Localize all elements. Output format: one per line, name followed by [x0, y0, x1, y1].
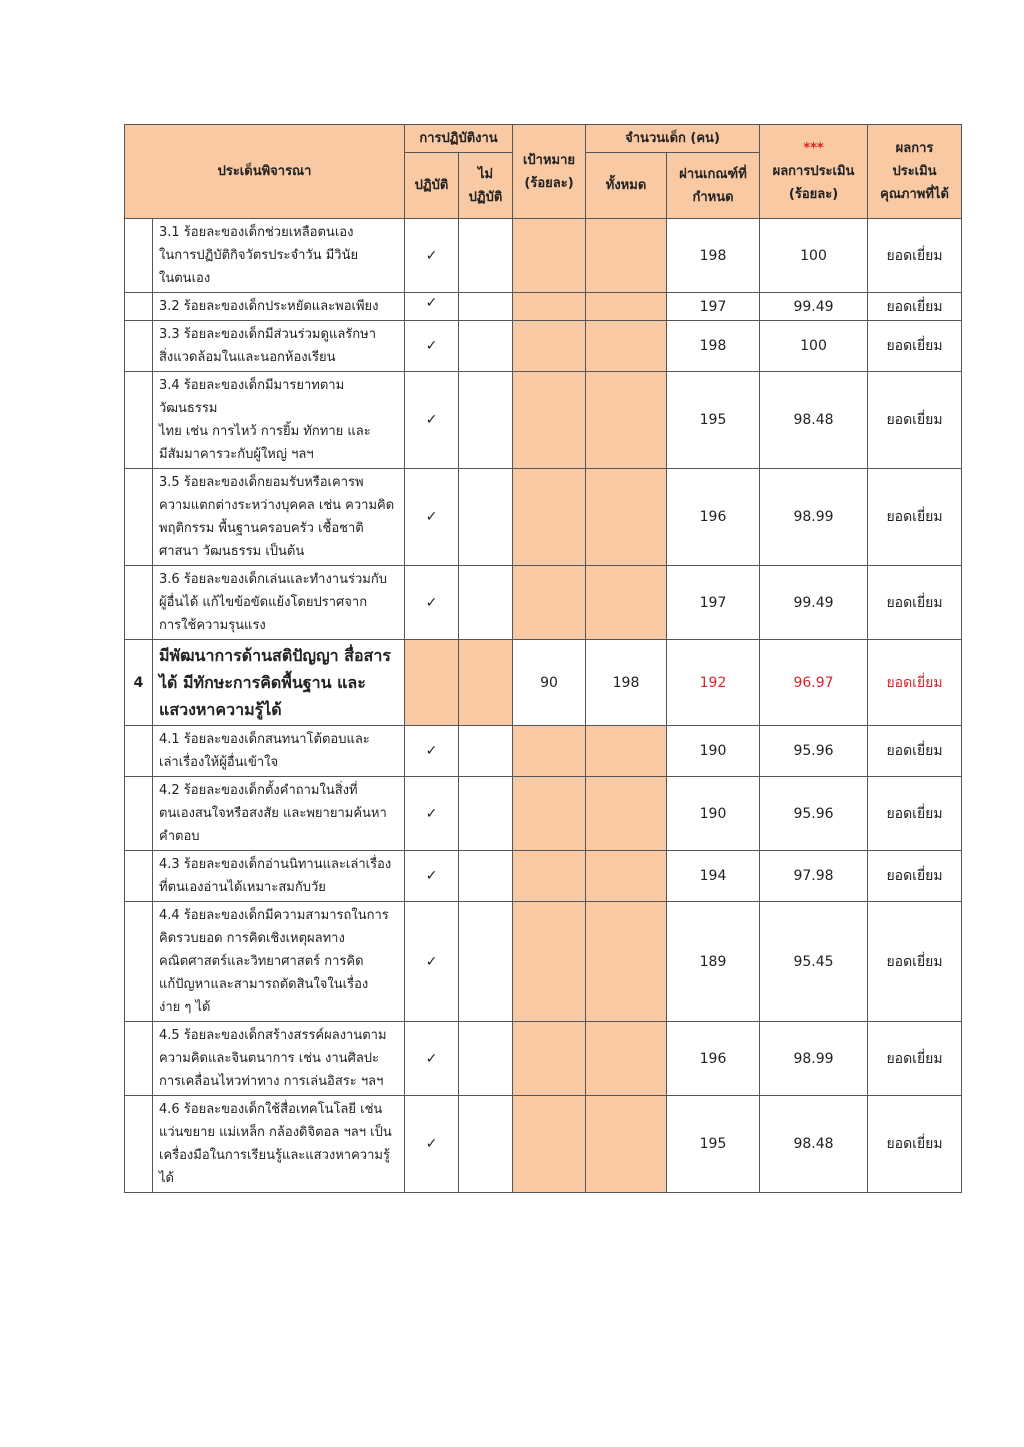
quality-result: ยอดเยี่ยม: [868, 566, 962, 640]
table-body-section-3: [125, 219, 962, 640]
row-number-cell: [125, 293, 153, 321]
check-mark-icon: ✓: [405, 372, 459, 469]
header-children-group: จำนวนเด็ก (คน): [586, 125, 760, 153]
check-mark-icon: ✓: [405, 293, 459, 321]
quality-result: ยอดเยี่ยม: [868, 219, 962, 293]
total-cell: [586, 1096, 667, 1193]
check-mark-icon: ✓: [405, 219, 459, 293]
result-percent: 97.98: [760, 851, 868, 902]
result-percent: 99.49: [760, 566, 868, 640]
header-passed: ผ่านเกณฑ์ที่ กำหนด: [667, 153, 760, 219]
not-practice-cell: [459, 726, 513, 777]
not-practice-cell: [459, 469, 513, 566]
result-percent: 100: [760, 321, 868, 372]
passed-count: 194: [667, 851, 760, 902]
quality-result: ยอดเยี่ยม: [868, 1022, 962, 1096]
target-cell: [513, 1096, 586, 1193]
table-row: [125, 726, 962, 777]
check-mark-icon: ✓: [405, 902, 459, 1022]
row-number-cell: [125, 321, 153, 372]
passed-count: 195: [667, 1096, 760, 1193]
row-description: 3.6 ร้อยละของเด็กเล่นและทำงานร่วมกับ ผู้อื่นได้ แก้ไขข้อขัดแย้งโดยปราศจาก การใช้ความรุนแรง: [153, 566, 405, 640]
table-header: [125, 125, 962, 219]
header-not-practice: ไม่ ปฏิบัติ: [459, 153, 513, 219]
result-percent: 98.48: [760, 1096, 868, 1193]
passed-count: 197: [667, 566, 760, 640]
result-percent: 99.49: [760, 293, 868, 321]
target-cell: [513, 777, 586, 851]
not-practice-cell: [459, 1022, 513, 1096]
not-practice-cell: [459, 1096, 513, 1193]
passed-count: 189: [667, 902, 760, 1022]
quality-result: ยอดเยี่ยม: [868, 726, 962, 777]
passed-count: 196: [667, 469, 760, 566]
target-cell: [513, 469, 586, 566]
passed-count: 198: [667, 321, 760, 372]
table-row: [125, 1096, 962, 1193]
quality-result: ยอดเยี่ยม: [868, 851, 962, 902]
table-body-section-4: [125, 726, 962, 1193]
result-percent: 95.45: [760, 902, 868, 1022]
check-mark-icon: ✓: [405, 321, 459, 372]
header-topic: ประเด็นพิจารณา: [125, 125, 405, 219]
row-description: 4.2 ร้อยละของเด็กตั้งคำถามในสิ่งที่ ตนเองสนใจหรือสงสัย และพยายามค้นหา คำตอบ: [153, 777, 405, 851]
target-cell: [513, 726, 586, 777]
not-practice-cell: [459, 372, 513, 469]
check-mark-icon: ✓: [405, 469, 459, 566]
target-cell: [513, 851, 586, 902]
table-row: [125, 293, 962, 321]
quality-result: ยอดเยี่ยม: [868, 372, 962, 469]
check-mark-icon: ✓: [405, 1022, 459, 1096]
not-practice-cell: [459, 851, 513, 902]
row-number-cell: [125, 1022, 153, 1096]
main-row-passed: 192: [667, 640, 760, 726]
passed-count: 190: [667, 726, 760, 777]
result-percent: 95.96: [760, 726, 868, 777]
total-cell: [586, 902, 667, 1022]
row-description: 4.5 ร้อยละของเด็กสร้างสรรค์ผลงานตาม ความคิดและจินตนาการ เช่น งานศิลปะ การเคลื่อนไหวท่าทาง การเล่นอิสระ ฯลฯ: [153, 1022, 405, 1096]
table-row: [125, 469, 962, 566]
target-cell: [513, 372, 586, 469]
total-cell: [586, 851, 667, 902]
row-number-cell: [125, 219, 153, 293]
passed-count: 190: [667, 777, 760, 851]
total-cell: [586, 219, 667, 293]
not-practice-cell: [459, 219, 513, 293]
evaluation-table: [124, 124, 962, 1193]
row-description: 3.5 ร้อยละของเด็กยอมรับหรือเคารพ ความแตกต่างระหว่างบุคคล เช่น ความคิด พฤติกรรม พื้นฐานครอบครัว เชื้อชาติ ศาสนา วัฒนธรรม เป็นต้น: [153, 469, 405, 566]
passed-count: 195: [667, 372, 760, 469]
header-quality: ผลการ ประเมิน คุณภาพที่ได้: [868, 125, 962, 219]
passed-count: 196: [667, 1022, 760, 1096]
not-practice-cell: [459, 321, 513, 372]
table-row: [125, 902, 962, 1022]
row-number-cell: [125, 777, 153, 851]
quality-result: ยอดเยี่ยม: [868, 293, 962, 321]
total-cell: [586, 726, 667, 777]
header-total: ทั้งหมด: [586, 153, 667, 219]
header-practice-group: การปฏิบัติงาน: [405, 125, 513, 153]
row-number-cell: [125, 1096, 153, 1193]
table-body-main-4: [125, 640, 962, 726]
total-cell: [586, 566, 667, 640]
total-cell: [586, 777, 667, 851]
stars-mark: ***: [803, 141, 824, 156]
table-row: [125, 777, 962, 851]
row-description: 4.4 ร้อยละของเด็กมีความสามารถในการ คิดรวบยอด การคิดเชิงเหตุผลทาง คณิตศาสตร์และวิทยาศาสตร์ การคิด แก้ปัญหาและสามารถตัดสินใจในเรื่อง ง่าย ๆ ได้: [153, 902, 405, 1022]
row-description: 4.6 ร้อยละของเด็กใช้สื่อเทคโนโลยี เช่น แว่นขยาย แม่เหล็ก กล้องดิจิตอล ฯลฯ เป็น เครื่องมือในการเรียนรู้และแสวงหาความรู้ ได้: [153, 1096, 405, 1193]
result-percent: 100: [760, 219, 868, 293]
header-target: เป้าหมาย (ร้อยละ): [513, 125, 586, 219]
main-row: [125, 640, 962, 726]
table-row: [125, 372, 962, 469]
target-cell: [513, 219, 586, 293]
header-practice: ปฏิบัติ: [405, 153, 459, 219]
row-number-cell: [125, 851, 153, 902]
main-row-quality: ยอดเยี่ยม: [868, 640, 962, 726]
total-cell: [586, 1022, 667, 1096]
row-description: 3.3 ร้อยละของเด็กมีส่วนร่วมดูแลรักษา สิ่งแวดล้อมในและนอกห้องเรียน: [153, 321, 405, 372]
target-cell: [513, 321, 586, 372]
main-row-target: 90: [513, 640, 586, 726]
table-row: [125, 321, 962, 372]
check-mark-icon: ✓: [405, 1096, 459, 1193]
check-mark-icon: ✓: [405, 726, 459, 777]
total-cell: [586, 372, 667, 469]
result-percent: 95.96: [760, 777, 868, 851]
check-mark-icon: ✓: [405, 566, 459, 640]
row-number-cell: [125, 469, 153, 566]
check-mark-icon: ✓: [405, 851, 459, 902]
table-row: [125, 851, 962, 902]
table-row: [125, 219, 962, 293]
row-number-cell: [125, 902, 153, 1022]
row-description: 4.3 ร้อยละของเด็กอ่านนิทานและเล่าเรื่อง ที่ตนเองอ่านได้เหมาะสมกับวัย: [153, 851, 405, 902]
target-cell: [513, 293, 586, 321]
quality-result: ยอดเยี่ยม: [868, 469, 962, 566]
passed-count: 198: [667, 219, 760, 293]
row-description: 3.1 ร้อยละของเด็กช่วยเหลือตนเอง ในการปฏิบัติกิจวัตรประจำวัน มีวินัย ในตนเอง: [153, 219, 405, 293]
target-cell: [513, 902, 586, 1022]
not-practice-cell: [459, 566, 513, 640]
result-percent: 98.99: [760, 469, 868, 566]
row-description: 3.2 ร้อยละของเด็กประหยัดและพอเพียง: [153, 293, 405, 321]
header-result: *** ผลการประเมิน (ร้อยละ): [760, 125, 868, 219]
result-percent: 98.48: [760, 372, 868, 469]
target-cell: [513, 566, 586, 640]
not-practice-cell: [459, 293, 513, 321]
check-mark-icon: ✓: [405, 777, 459, 851]
not-practice-cell: [459, 902, 513, 1022]
table-row: [125, 566, 962, 640]
main-row-desc: มีพัฒนาการด้านสติปัญญา สื่อสาร ได้ มีทักษะการคิดพื้นฐาน และ แสวงหาความรู้ได้: [153, 640, 405, 726]
result-percent: 98.99: [760, 1022, 868, 1096]
quality-result: ยอดเยี่ยม: [868, 321, 962, 372]
table-row: [125, 1022, 962, 1096]
row-number-cell: [125, 726, 153, 777]
target-cell: [513, 1022, 586, 1096]
quality-result: ยอดเยี่ยม: [868, 1096, 962, 1193]
row-number-cell: [125, 372, 153, 469]
main-row-percent: 96.97: [760, 640, 868, 726]
main-row-number: 4: [125, 640, 153, 726]
main-row-total: 198: [586, 640, 667, 726]
total-cell: [586, 321, 667, 372]
passed-count: 197: [667, 293, 760, 321]
quality-result: ยอดเยี่ยม: [868, 777, 962, 851]
row-description: 3.4 ร้อยละของเด็กมีมารยาทตามวัฒนธรรม ไทย เช่น การไหว้ การยิ้ม ทักทาย และ มีสัมมาคารวะกับผู้ใหญ่ ฯลฯ: [153, 372, 405, 469]
total-cell: [586, 293, 667, 321]
total-cell: [586, 469, 667, 566]
not-practice-cell: [459, 777, 513, 851]
quality-result: ยอดเยี่ยม: [868, 902, 962, 1022]
row-number-cell: [125, 566, 153, 640]
row-description: 4.1 ร้อยละของเด็กสนทนาโต้ตอบและ เล่าเรื่องให้ผู้อื่นเข้าใจ: [153, 726, 405, 777]
